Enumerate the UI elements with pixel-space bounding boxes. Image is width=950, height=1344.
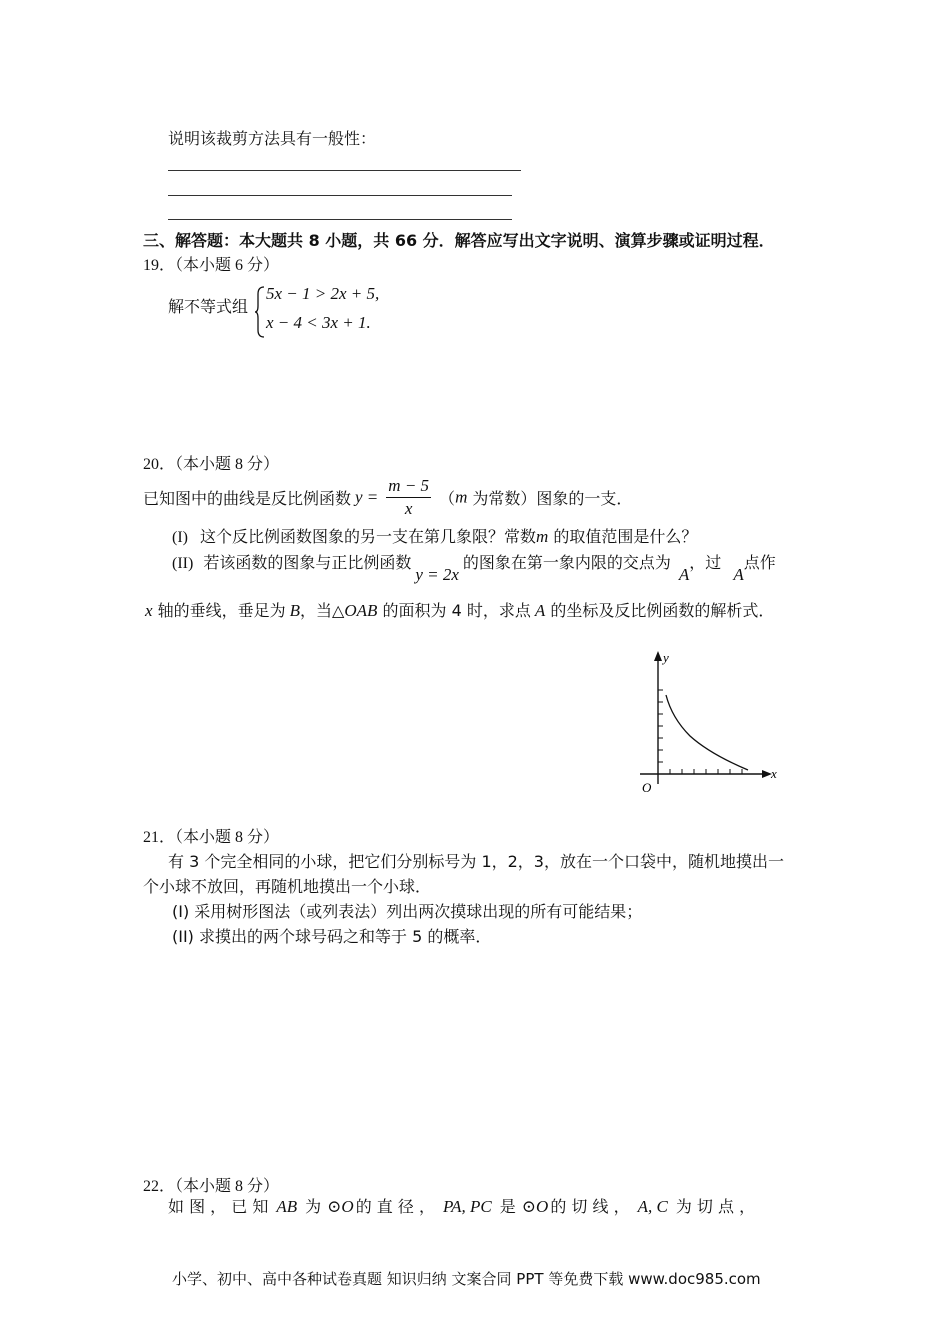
answer-line-3 [168, 219, 512, 220]
q22-PA-PC: PA, PC [442, 1197, 492, 1216]
q22-number: 22． [143, 1178, 176, 1195]
q20-part1-label: (I) [172, 529, 188, 546]
q20-part1-m: m [536, 527, 549, 546]
q19-score: （本小题 6 分） [175, 257, 280, 274]
q22-header [143, 1173, 279, 1196]
q20-intro-b: （ [439, 489, 456, 508]
graph-x-label: x [771, 766, 777, 781]
q20-part1 [172, 524, 697, 547]
q20-x-axis-var: x [145, 601, 153, 620]
q19-header [143, 252, 279, 275]
q20-part2-A2: A [733, 565, 744, 584]
q20-score: （本小题 8 分） [175, 456, 280, 473]
graph-y-axis [654, 651, 662, 784]
q20-part2-text-d: 点作 [743, 553, 776, 572]
q20-intro-m: m [455, 487, 468, 507]
q20-number: 20． [143, 456, 176, 473]
q21-line2: 个小球不放回，再随机地摸出一个小球． [143, 877, 432, 896]
q20-part2-A1: A [678, 565, 690, 584]
cut-method-prompt: 说明该裁剪方法具有一般性： [168, 129, 377, 148]
q20-part1-text-b: 的取值范围是什么？ [548, 527, 698, 546]
q22-AB: AB [276, 1197, 298, 1216]
graph-hyperbola-branch [666, 695, 748, 770]
q20-part2-func: y = 2x [415, 565, 459, 584]
q19-brace [254, 286, 266, 338]
graph-x-ticks [670, 769, 742, 774]
q19-number: 19． [143, 257, 176, 274]
q22-text-6: 为 切 点 ， [675, 1197, 756, 1216]
q20-triangle-OAB: OAB [344, 601, 378, 620]
q20-header [143, 451, 279, 474]
q21-number: 21． [143, 829, 176, 846]
q20-part2-cont [145, 598, 774, 621]
q22-circle-O-1: ⊙O [327, 1197, 354, 1216]
q22-circle-O-2: ⊙O [521, 1197, 549, 1216]
q20-part2-text-b: 的图象在第一象内限的交点为 [462, 553, 671, 572]
q21-header [143, 824, 279, 847]
q21-part2: (II) 求摸出的两个球号码之和等于 5 的概率． [172, 927, 492, 946]
answer-line-1 [168, 170, 521, 171]
graph-y-ticks [658, 690, 663, 762]
q20-fraction [386, 475, 431, 520]
q20-part2-label: (II) [172, 555, 194, 572]
q20-part2-text-a: 若该函数的图象与正比例函数 [203, 553, 412, 572]
q20-part3-text-b: ，当△ [300, 601, 345, 620]
q20-func-lhs: y = [355, 487, 379, 507]
q19-inequality-1: 5x − 1 > 2x + 5, [266, 284, 380, 303]
q22-text-3: 的 直 径 ， [355, 1197, 435, 1216]
q20-part3-text-a: 轴的垂线，垂足为 [152, 601, 286, 620]
q20-part1-text-a: 这个反比例函数图象的另一支在第几象限？常数 [199, 527, 536, 546]
q20-part2-text-c: ，过 [689, 553, 722, 572]
q20-part3-text-d: 的坐标及反比例函数的解析式． [545, 601, 775, 620]
page-footer: 小学、初中、高中各种试卷真题 知识归纳 文案合同 PPT 等免费下载 www.doc985.com [172, 1270, 761, 1288]
q22-line1 [168, 1194, 755, 1217]
q19-prompt: 解不等式组 [168, 297, 249, 316]
section3-heading: 三、解答题：本大题共 8 小题，共 66 分．解答应写出文字说明、演算步骤或证明过程． [143, 231, 775, 250]
answer-line-2 [168, 195, 512, 196]
q22-score: （本小题 8 分） [175, 1178, 280, 1195]
graph-origin-label: O [642, 780, 652, 795]
q22-A-C: A, C [637, 1197, 668, 1216]
q22-text-5: 的 切 线 ， [550, 1197, 630, 1216]
q21-line1: 有 3 个完全相同的小球，把它们分别标号为 1，2，3，放在一个口袋中，随机地摸出一 [168, 852, 784, 871]
q22-text-2: 为 [305, 1197, 322, 1216]
q20-func-denominator: x [404, 499, 413, 518]
q20-intro-a: 已知图中的曲线是反比例函数 [143, 489, 352, 508]
q20-intro [143, 475, 632, 520]
q20-point-B: B [289, 601, 301, 620]
graph-y-label: y [663, 650, 669, 665]
q19-inequality-2: x − 4 < 3x + 1. [266, 313, 371, 332]
q21-score: （本小题 8 分） [175, 829, 280, 846]
q20-point-A: A [534, 601, 546, 620]
q20-graph [630, 648, 790, 800]
q21-part1: (I) 采用树形图法（或列表法）列出两次摸球出现的所有可能结果； [172, 902, 643, 921]
q22-text-1: 如 图 ， 已 知 [168, 1197, 269, 1216]
q22-text-4: 是 [499, 1197, 516, 1216]
q20-func-numerator: m − 5 [386, 475, 431, 498]
q20-part3-text-c: 的面积为 4 时，求点 [377, 601, 531, 620]
q20-part2 [172, 550, 776, 584]
q20-intro-c: 为常数）图象的一支． [467, 489, 633, 508]
